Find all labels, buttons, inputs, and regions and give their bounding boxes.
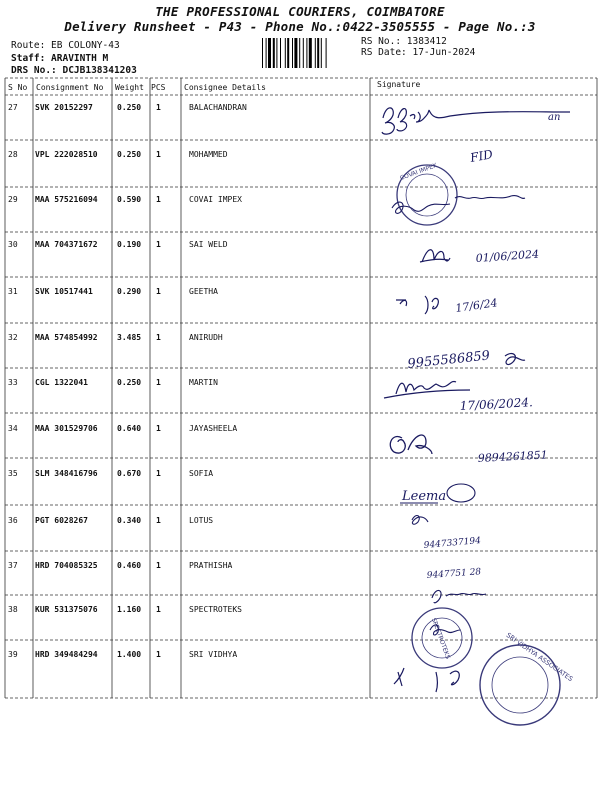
route-label: Route: EB COLONY-43 xyxy=(11,40,120,51)
svg-text:SRI VIDHYA ASSOCIATES: SRI VIDHYA ASSOCIATES xyxy=(504,631,575,684)
row-sno: 29 xyxy=(8,195,18,204)
row-consignee: SRI VIDHYA xyxy=(189,650,238,659)
row-pcs: 1 xyxy=(156,378,161,387)
handwriting-row-30: 01/06/2024 xyxy=(475,247,540,265)
row-weight: 0.250 xyxy=(117,103,142,112)
handwriting-row-28: FID xyxy=(469,147,494,165)
row-consignee: SAI WELD xyxy=(189,240,228,249)
row-sno: 36 xyxy=(8,516,18,525)
row-consignment-no: HRD 704085325 xyxy=(35,561,98,570)
row-weight: 0.590 xyxy=(117,195,142,204)
handwriting-row-31: 17/6/24 xyxy=(454,296,499,315)
row-sno: 35 xyxy=(8,469,18,478)
row-pcs: 1 xyxy=(156,561,161,570)
row-weight: 0.250 xyxy=(117,150,142,159)
row-sno: 31 xyxy=(8,287,18,296)
handwriting-row-33: 17/06/2024. xyxy=(459,395,534,413)
row-weight: 0.250 xyxy=(117,378,142,387)
row-consignee: SPECTROTEKS xyxy=(189,605,242,614)
row-consignee: LOTUS xyxy=(189,516,214,525)
svg-text:an: an xyxy=(548,112,561,123)
row-consignee: MARTIN xyxy=(189,378,218,387)
staff-label: Staff: ARAVINTH M xyxy=(11,53,109,64)
row-pcs: 1 xyxy=(156,605,161,614)
row-pcs: 1 xyxy=(156,424,161,433)
row-consignment-no: MAA 574854992 xyxy=(35,333,98,342)
row-consignment-no: HRD 349484294 xyxy=(35,650,98,659)
row-sno: 32 xyxy=(8,333,18,342)
col-header-weight: Weight xyxy=(115,83,144,92)
row-pcs: 1 xyxy=(156,516,161,525)
row-sno: 27 xyxy=(8,103,18,112)
row-pcs: 1 xyxy=(156,103,161,112)
col-header-consignee: Consignee Details xyxy=(184,83,266,92)
col-header-signature: Signature xyxy=(377,80,421,89)
row-consignment-no: MAA 704371672 xyxy=(35,240,98,249)
row-pcs: 1 xyxy=(156,333,161,342)
row-sno: 30 xyxy=(8,240,18,249)
row-pcs: 1 xyxy=(156,150,161,159)
row-consignment-no: VPL 222028510 xyxy=(35,150,98,159)
row-consignee: ANIRUDH xyxy=(189,333,223,342)
runsheet-title: Delivery Runsheet - P43 - Phone No.:0422-3505555 - Page No.:3 xyxy=(64,19,536,34)
row-pcs: 1 xyxy=(156,195,161,204)
col-header-consignment: Consignment No xyxy=(36,83,104,92)
company-title: THE PROFESSIONAL COURIERS, COIMBATORE xyxy=(155,4,445,19)
handwriting-row-35: Leema xyxy=(402,489,447,504)
svg-text:COVAI IMPEX: COVAI IMPEX xyxy=(399,162,439,182)
row-sno: 39 xyxy=(8,650,18,659)
row-consignment-no: SLM 348416796 xyxy=(35,469,98,478)
row-sno: 33 xyxy=(8,378,18,387)
row-weight: 0.190 xyxy=(117,240,142,249)
row-consignee: SOFIA xyxy=(189,469,214,478)
row-consignment-no: SVK 20152297 xyxy=(35,103,93,112)
row-consignee: BALACHANDRAN xyxy=(189,103,247,112)
row-consignee: MOHAMMED xyxy=(189,150,228,159)
row-weight: 0.340 xyxy=(117,516,142,525)
row-weight: 0.460 xyxy=(117,561,142,570)
handwriting-row-32: 9955586859 xyxy=(406,348,491,372)
svg-text:SPECTROTEKS: SPECTROTEKS xyxy=(429,617,452,660)
row-pcs: 1 xyxy=(156,287,161,296)
row-consignment-no: PGT 6028267 xyxy=(35,516,88,525)
row-consignee: COVAI IMPEX xyxy=(189,195,242,204)
handwriting-row-37: 9447751 28 xyxy=(426,567,482,581)
row-sno: 28 xyxy=(8,150,18,159)
handwriting-row-34: 9894261851 xyxy=(477,448,549,465)
row-weight: 0.290 xyxy=(117,287,142,296)
row-pcs: 1 xyxy=(156,469,161,478)
col-header-sno: S No xyxy=(8,83,28,92)
row-pcs: 1 xyxy=(156,240,161,249)
row-weight: 0.640 xyxy=(117,424,142,433)
row-weight: 3.485 xyxy=(117,333,142,342)
rs-number: RS No.: 1383412 xyxy=(361,36,447,47)
row-consignee: JAYASHEELA xyxy=(189,424,238,433)
row-weight: 0.670 xyxy=(117,469,142,478)
row-sno: 38 xyxy=(8,605,18,614)
handwriting-row-36: 9447337194 xyxy=(423,536,482,551)
row-consignment-no: MAA 301529706 xyxy=(35,424,98,433)
row-consignment-no: CGL 1322041 xyxy=(35,378,88,387)
row-sno: 37 xyxy=(8,561,18,570)
row-consignee: GEETHA xyxy=(189,287,218,296)
row-consignment-no: KUR 531375076 xyxy=(35,605,98,614)
rs-date: RS Date: 17-Jun-2024 xyxy=(361,47,476,58)
row-consignee: PRATHISHA xyxy=(189,561,233,570)
row-pcs: 1 xyxy=(156,650,161,659)
row-consignment-no: MAA 575216094 xyxy=(35,195,98,204)
col-header-pcs: PCS xyxy=(151,83,166,92)
row-weight: 1.400 xyxy=(117,650,142,659)
drs-number: DRS No.: DCJB138341203 xyxy=(11,65,137,76)
row-consignment-no: SVK 10517441 xyxy=(35,287,93,296)
row-weight: 1.160 xyxy=(117,605,142,614)
row-sno: 34 xyxy=(8,424,18,433)
